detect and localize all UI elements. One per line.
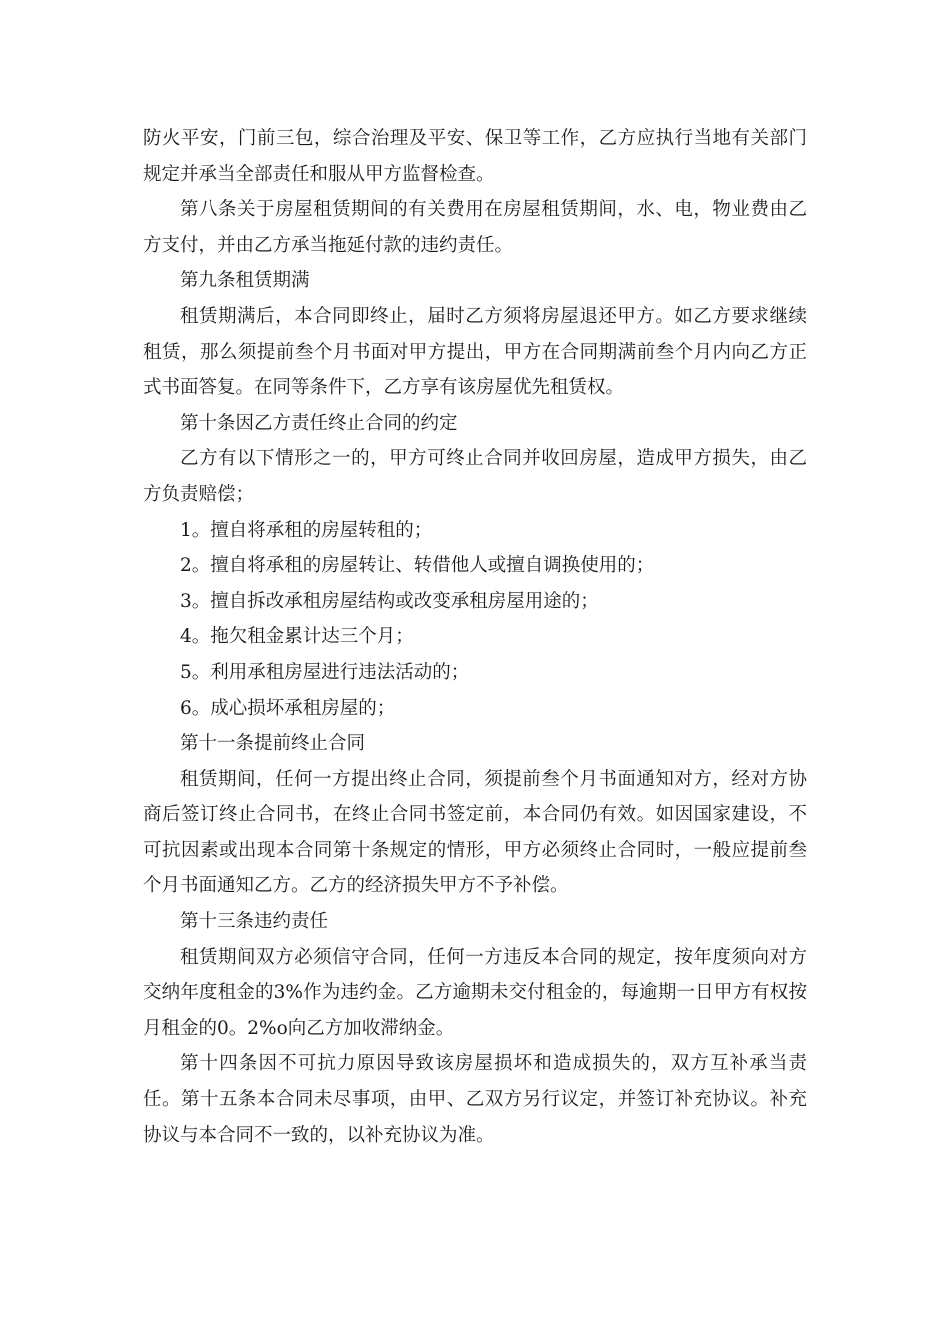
section-heading: 第十条因乙方责任终止合同的约定 [180, 412, 458, 434]
section-heading: 第十三条违约责任 [180, 911, 329, 933]
list-item: 5。利用承租房屋进行违法活动的； [180, 661, 470, 683]
paragraph: 租赁期满后，本合同即终止，届时乙方须将房屋退还甲方。如乙方要求继续租赁，那么须提前叁个月书面对甲方提出，甲方在合同期满前叁个月内向乙方正式书面答复。在同等条件下，乙方享有该房屋优先租赁权。 [143, 305, 807, 399]
paragraph: 租赁期间，任何一方提出终止合同，须提前叁个月书面通知对方，经对方协商后签订终止合同书，在终止合同书签定前，本合同仍有效。如因国家建设，不可抗因素或出现本合同第十条规定的情形，甲方必须终止合同时，一般应提前叁个月书面通知乙方。乙方的经济损失甲方不予补偿。 [143, 768, 807, 897]
paragraph: 第八条关于房屋租赁期间的有关费用在房屋租赁期间，水、电，物业费由乙方支付，并由乙方承当拖延付款的违约责任。 [143, 199, 807, 256]
section-heading: 第十一条提前终止合同 [180, 733, 366, 755]
list-item: 2。擅自将承租的房屋转让、转借他人或擅自调换使用的； [180, 555, 655, 577]
list-item: 1。擅自将承租的房屋转租的； [180, 519, 433, 541]
document-body [143, 121, 807, 1153]
paragraph: 租赁期间双方必须信守合同，任何一方违反本合同的规定，按年度须向对方交纳年度租金的3%作为违约金。乙方逾期未交付租金的，每逾期一日甲方有权按月租金的0。2%o向乙方加收滞纳金。 [143, 946, 807, 1039]
paragraph: 第十四条因不可抗力原因导致该房屋损坏和造成损失的，双方互补承当责任。第十五条本合同未尽事项，由甲、乙双方另行议定，并签订补充协议。补充协议与本合同不一致的，以补充协议为准。 [143, 1053, 807, 1146]
section-heading: 第九条租赁期满 [180, 270, 310, 292]
paragraph: 防火平安，门前三包，综合治理及平安、保卫等工作，乙方应执行当地有关部门规定并承当全部责任和服从甲方监督检查。 [143, 128, 807, 185]
list-item: 3。擅自拆改承租房屋结构或改变承租房屋用途的； [180, 590, 599, 612]
list-item: 6。成心损坏承租房屋的； [180, 697, 396, 719]
paragraph: 乙方有以下情形之一的，甲方可终止合同并收回房屋，造成甲方损失，由乙方负责赔偿； [143, 448, 807, 505]
list-item: 4。拖欠租金累计达三个月； [180, 626, 414, 648]
